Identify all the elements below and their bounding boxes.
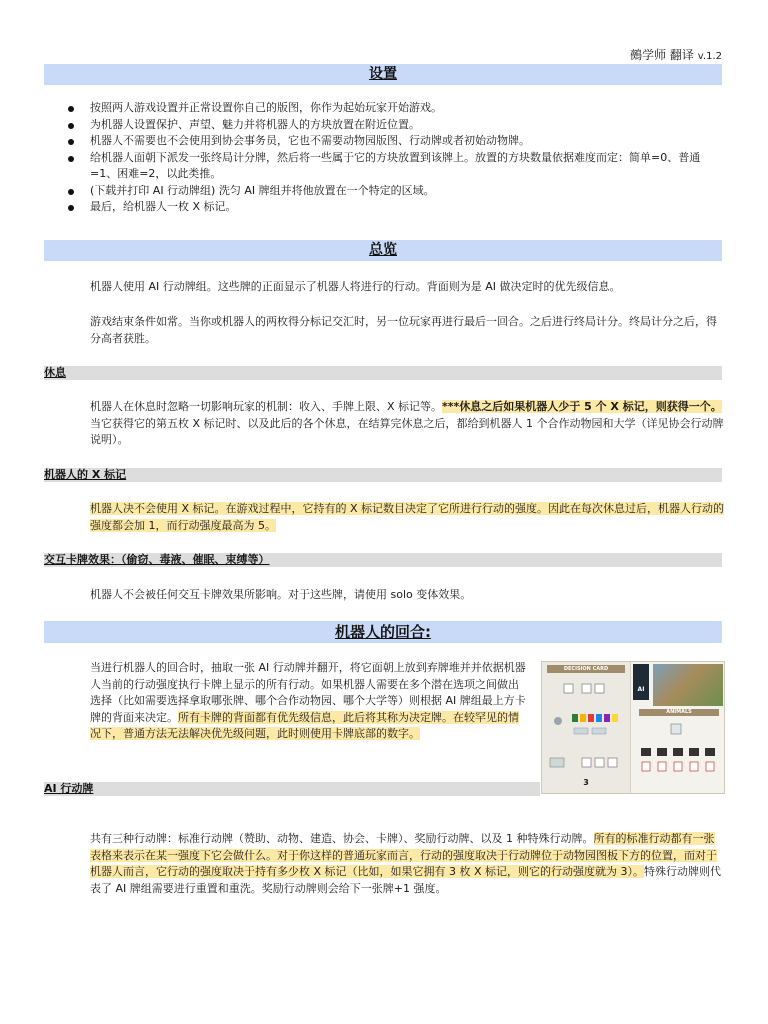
subheading-ai-deck: AI 行动牌 — [44, 782, 98, 796]
bullet-icon — [68, 106, 74, 112]
list-item: (下载并打印 AI 行动牌组) 洗匀 AI 牌组并将他放置在一个特定的区域。 — [44, 183, 720, 200]
section-heading-robot-turn: 机器人的回合: — [44, 621, 722, 643]
x-tokens-paragraph: 机器人决不会使用 X 标记。在游戏过程中，它持有的 X 标记数目决定了它所进行行动的强度。因此在每次休息过后，机器人行动的强度都会加 1，而行动强度最高为 5。 — [90, 502, 725, 532]
action-card-title: ANIMALS — [639, 709, 719, 716]
bullet-icon — [68, 139, 74, 145]
animal-photo — [653, 664, 723, 706]
list-item: 给机器人面朝下派发一张终局计分牌，然后将一些属于它的方块放置到该牌上。放置的方块数量依据难度而定：简单=0、普通=1、困难=2，以此类推。 — [44, 150, 720, 183]
list-item: 最后，给机器人一枚 X 标记。 — [44, 199, 720, 216]
bullet-icon — [68, 189, 74, 195]
list-item: 为机器人设置保护、声望、魅力并将机器人的方块放置在附近位置。 — [44, 117, 720, 134]
subheading-break: 休息 — [44, 366, 722, 380]
section-heading-setup: 设置 — [44, 64, 722, 85]
interactive-paragraph: 机器人不会被任何交互卡牌效果所影响。对于这些牌，请使用 solo 变体效果。 — [90, 588, 472, 601]
section-heading-overview: 总览 — [44, 240, 722, 261]
translator-credit — [630, 46, 722, 63]
bullet-icon — [68, 205, 74, 211]
bullet-icon — [68, 123, 74, 129]
ai-badge: AI — [633, 664, 649, 700]
robot-turn-paragraph: 当进行机器人的回合时，抽取一张 AI 行动牌并翻开，将它面朝上放到弃牌堆并并依据机器人当前的行动强度执行卡牌上显示的所有行动。如果机器人需要在多个潜在选项之间做出选择（比如需要选择拿取哪张牌、哪个合作动物园、哪个大学等）则根据 AI 牌组最上方卡牌的背面来决定。所有卡牌的背面都有优先级信息，此后将其称为决定牌。在较罕见的情况下，普通方法无法解决优先级问题，此时则使用卡牌底部的数字。 — [90, 661, 526, 740]
overview-paragraph-2: 游戏结束条件如常。当你或机器人的两枚得分标记交汇时，另一位玩家再进行最后一回合。之后进行终局计分。终局计分之后，得分高者获胜。 — [90, 315, 717, 345]
subheading-interactive-effects: 交互卡牌效果：（偷窃、毒液、催眠、束缚等） — [44, 553, 722, 567]
decision-card-icons — [542, 674, 630, 784]
action-card-icons — [631, 718, 724, 788]
decision-card-title: DECISION CARD — [547, 665, 625, 673]
subheading-x-tokens: 机器人的 X 标记 — [44, 468, 722, 482]
overview-paragraph-1: 机器人使用 AI 行动牌组。这些牌的正面显示了机器人将进行的行动。背面则为是 AI 做决定时的优先级信息。 — [90, 280, 621, 293]
decision-card-back — [542, 662, 631, 793]
list-item: 按照两人游戏设置并正常设置你自己的版图，你作为起始玩家开始游戏。 — [44, 100, 720, 117]
subheading-bar-extension — [98, 782, 540, 796]
version-text: v.1.2 — [697, 51, 722, 62]
action-card-front — [631, 662, 724, 793]
credit-text: 鵺学师 翻译 — [630, 48, 694, 62]
ai-card-image — [541, 661, 725, 794]
bullet-icon — [68, 156, 74, 162]
ai-deck-paragraph: 共有三种行动牌：标准行动牌（赞助、动物、建造、协会、卡牌）、奖励行动牌、以及 1 种特殊行动牌。所有的标准行动都有一张表格来表示在某一强度下它会做什么。对于你这样的普通玩家而言，行动的强度取决于行动牌位于动物园图板下方的位置，而对于机器人而言，它行动的强度取决于持有多少枚 X 标记（比如，如果它拥有 3 枚 X 标记，则它的行动强度就为 3）。特殊行动牌则代表了 AI 牌组需要进行重置和重洗。奖励行动牌则会给下一张牌+1 强度。 — [90, 832, 722, 895]
break-paragraph: 机器人在休息时忽略一切影响玩家的机制：收入、手牌上限、X 标记等。***休息之后如果机器人少于 5 个 X 标记，则获得一个。当它获得它的第五枚 X 标记时、以及此后的各个休息，在结算完休息之后，都给到机器人 1 个合作动物园和大学（详见协会行动牌说明）。 — [90, 400, 724, 446]
list-item: 机器人不需要也不会使用到协会事务员，它也不需要动物园版图、行动牌或者初始动物牌。 — [44, 133, 720, 150]
setup-list — [44, 100, 720, 216]
decision-card-number: 3 — [583, 778, 589, 787]
